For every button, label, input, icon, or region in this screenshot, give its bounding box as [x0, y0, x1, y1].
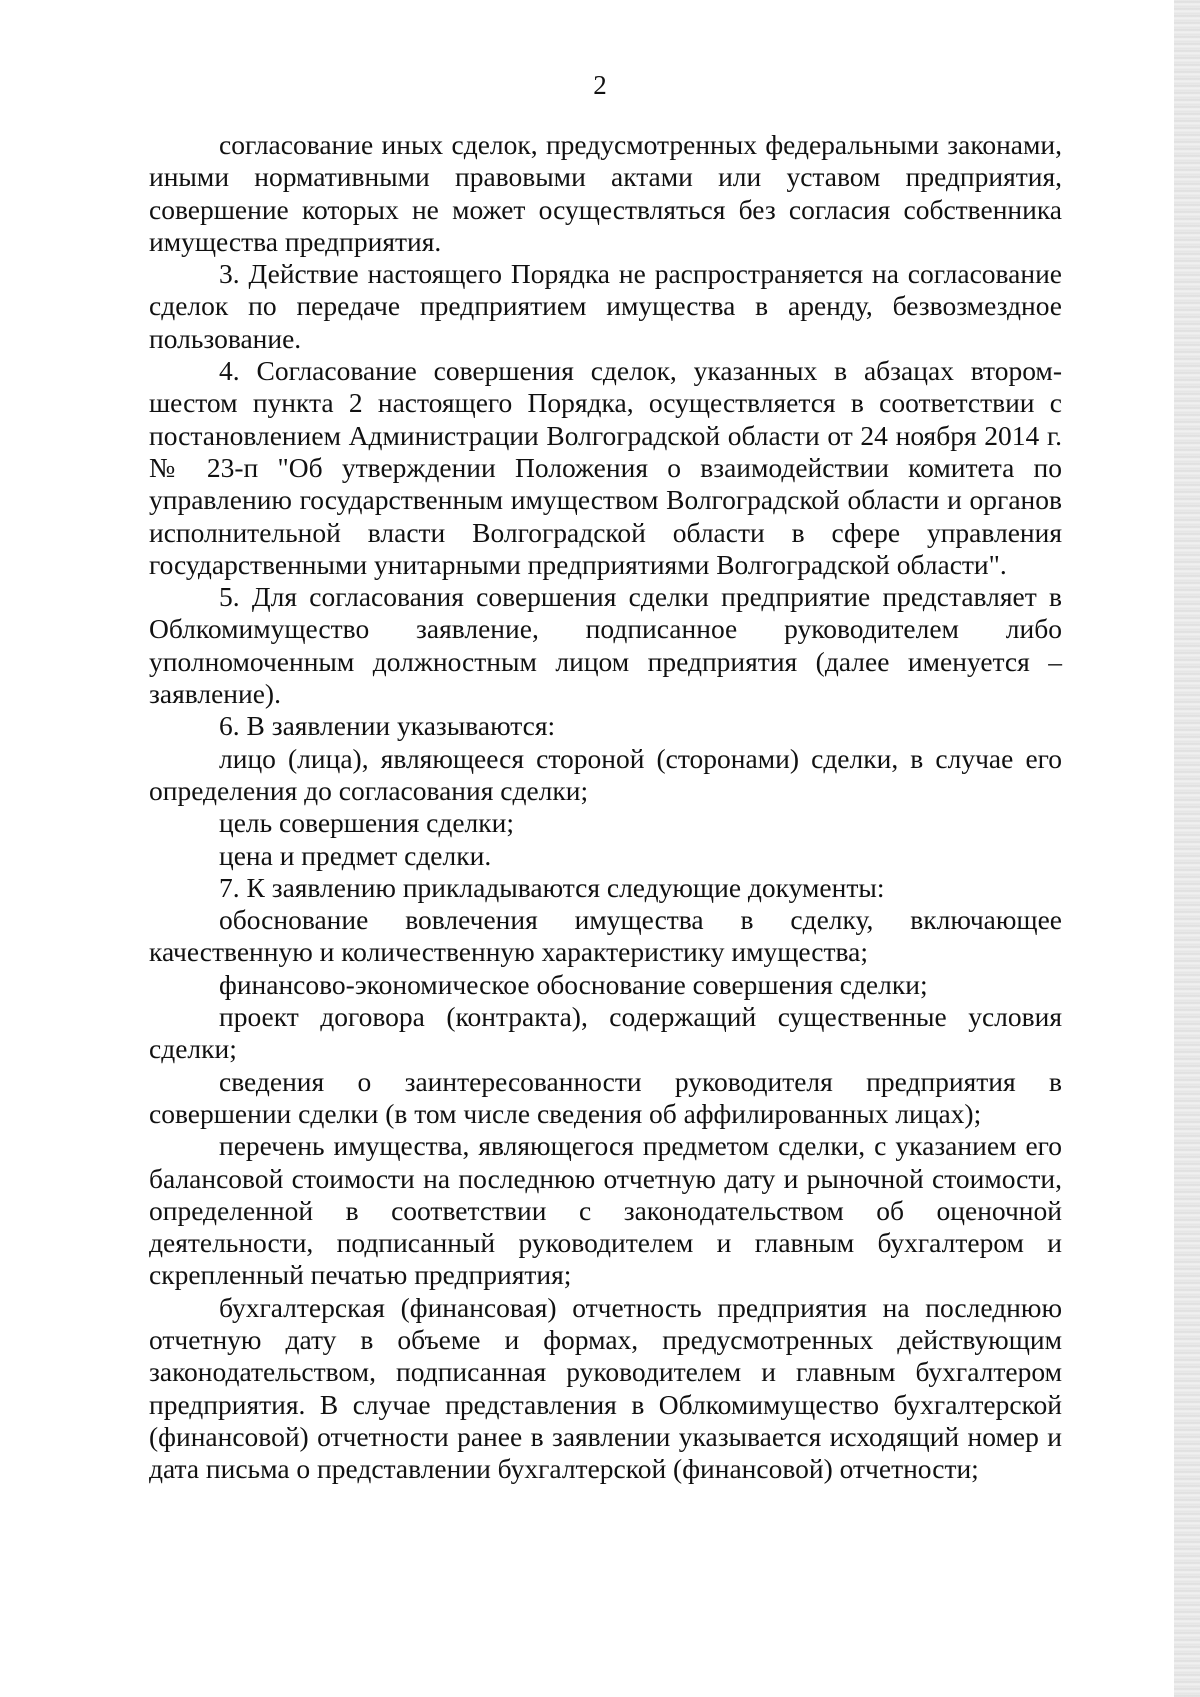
paragraph-item-7-financial: финансово-экономическое обоснование совершения сделки; [219, 968, 928, 1000]
paragraph-item-6: 6. В заявлении указываются: [219, 710, 556, 742]
paragraph-item-7-justification: обоснование вовлечения имущества в сделку, включающее качественную и количественную характеристику имущества; [149, 904, 1062, 968]
paragraph-continuation: согласование иных сделок, предусмотренных федеральными законами, иными нормативными правовыми актами или уставом предприятия, совершение которых не может осуществляться без согласия собственника имущества предприятия. [149, 129, 1062, 257]
paragraph-item-7-interest: сведения о заинтересованности руководителя предприятия в совершении сделки (в том числе сведения об аффилированных лицах); [149, 1065, 1062, 1129]
document-body [149, 129, 1062, 1485]
paragraph-item-6-party: лицо (лица), являющееся стороной (сторонами) сделки, в случае его определения до согласования сделки; [149, 742, 1062, 806]
page-number: 2 [593, 70, 607, 100]
paragraph-item-5: 5. Для согласования совершения сделки предприятие представляет в Облкомимущество заявление, подписанное руководителем либо уполномоченным должностным лицом предприятия (далее именуется – заявление). [149, 581, 1062, 710]
paragraph-item-7-contract: проект договора (контракта), содержащий существенные условия сделки; [149, 1001, 1062, 1065]
paragraph-item-6-price: цена и предмет сделки. [219, 839, 492, 871]
paragraph-item-6-purpose: цель совершения сделки; [219, 807, 514, 839]
paragraph-item-7: 7. К заявлению прикладываются следующие документы: [219, 871, 885, 903]
scan-edge-artifact [1174, 0, 1200, 1697]
paragraph-item-4: 4. Согласование совершения сделок, указанных в абзацах втором-шестом пункта 2 настоящего Порядка, осуществляется в соответствии с постановлением Администрации Волгоградской области от 24 ноября 2014 г. № 23-п "Об утверждении Положения о взаимодействии комитета по управлению государственным имуществом Волгоградской области и органов исполнительной власти Волгоградской области в сфере управления государственными унитарными предприятиями Волгоградской области". [149, 355, 1062, 580]
paragraph-item-3: 3. Действие настоящего Порядка не распространяется на согласование сделок по передаче предприятием имущества в аренду, безвозмездное пользование. [149, 258, 1062, 354]
paragraph-item-7-accounting: бухгалтерская (финансовая) отчетность предприятия на последнюю отчетную дату в объеме и формах, предусмотренных действующим законодательством, подписанная руководителем и главным бухгалтером предприятия. В случае представления в Облкомимущество бухгалтерской (финансовой) отчетности ранее в заявлении указывается исходящий номер и дата письма о представлении бухгалтерской (финансовой) отчетности; [149, 1291, 1062, 1485]
paragraph-item-7-property-list: перечень имущества, являющегося предметом сделки, с указанием его балансовой стоимости на последнюю отчетную дату и рыночной стоимости, определенной в соответствии с законодательством об оценочной деятельности, подписанный руководителем и главным бухгалтером и скрепленный печатью предприятия; [149, 1130, 1062, 1291]
